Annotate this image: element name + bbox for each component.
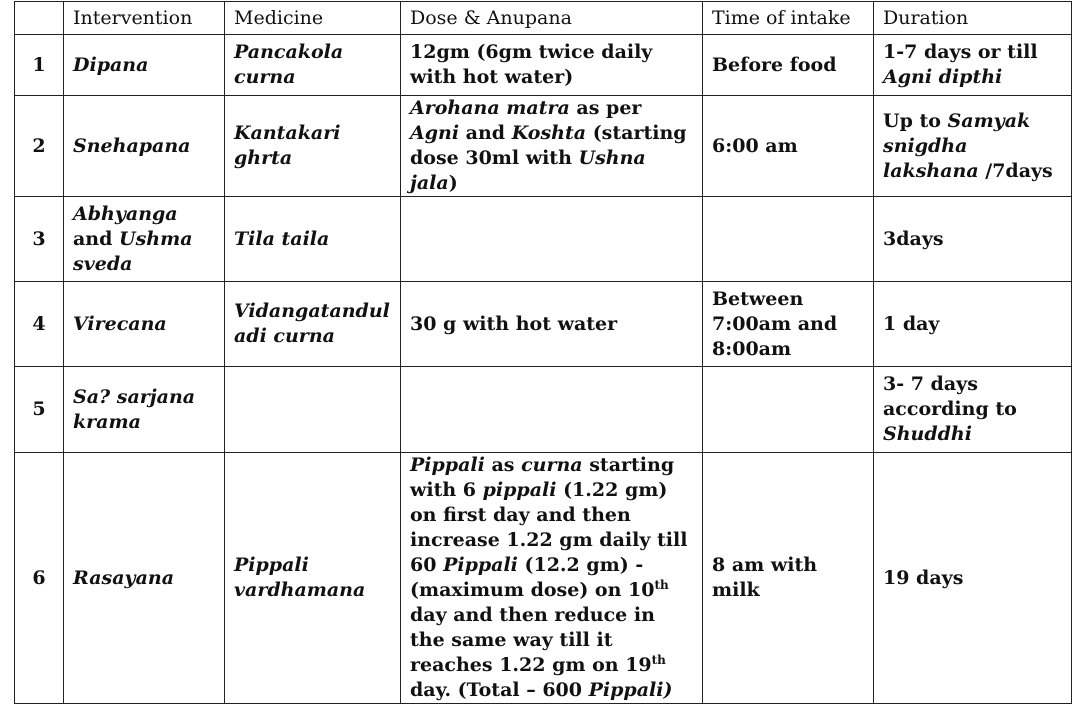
header-cell-intervention: Intervention: [64, 2, 225, 35]
medicine-cell: Pippali vardhamana: [225, 453, 401, 704]
duration-text: Up to: [883, 109, 948, 132]
duration-term: Shuddhi: [883, 423, 972, 445]
medicine-cell: Tila taila: [225, 197, 401, 282]
dose-term: curna: [521, 454, 583, 476]
header-cell-medicine: Medicine: [225, 2, 401, 35]
header-cell-number: [15, 2, 64, 35]
medicine-cell: Kantakari ghrta: [225, 96, 401, 197]
duration-term: Samyak snigdha lakshana: [883, 109, 1031, 182]
intervention-cell: Virecana: [64, 282, 225, 367]
table-row: [15, 453, 1072, 704]
dose-text: day and then reduce in the same way till it reaches 1.22 gm on 19: [410, 604, 655, 676]
dose-text: (12.2 gm) - (maximum dose) on 10: [410, 554, 655, 601]
dose-cell: 30 g with hot water: [401, 282, 703, 367]
dose-cell: [401, 197, 703, 282]
duration-cell: [874, 35, 1072, 96]
dose-text: (starting dose 30ml with: [410, 122, 687, 169]
dose-term: Pippali: [443, 554, 518, 576]
header-cell-duration: Duration: [874, 2, 1072, 35]
intervention-cell: Dipana: [64, 35, 225, 96]
dose-text: (1.22 gm) on first day and then increase 1.22 gm daily till 60: [410, 479, 688, 576]
row-number: 6: [15, 453, 64, 704]
header-row: [15, 2, 1072, 35]
dose-cell: 12gm (6gm twice daily with hot water): [401, 35, 703, 96]
dose-text: ): [448, 172, 458, 194]
time-cell: Before food: [703, 35, 874, 96]
medicine-cell: Vidangatandul adi curna: [225, 282, 401, 367]
dose-term: Pippali): [588, 679, 673, 701]
dose-term: Pippali: [410, 454, 485, 476]
header-cell-dose: Dose & Anupana: [401, 2, 703, 35]
table-row: [15, 197, 1072, 282]
dose-text: starting with 6: [410, 454, 675, 501]
intervention-text: and: [73, 227, 120, 250]
dose-cell: [401, 367, 703, 453]
time-cell: 8 am with milk: [703, 453, 874, 704]
row-number: 3: [15, 197, 64, 282]
row-number: 4: [15, 282, 64, 367]
time-cell: [703, 197, 874, 282]
duration-cell: 1 day: [874, 282, 1072, 367]
time-cell: Between 7:00am and 8:00am: [703, 282, 874, 367]
row-number: 1: [15, 35, 64, 96]
duration-text: 1-7 days or till: [883, 41, 1038, 63]
dose-text: as: [484, 454, 522, 476]
intervention-cell: Rasayana: [64, 453, 225, 704]
table-row: [15, 282, 1072, 367]
duration-text: 3- 7 days according to: [883, 373, 1017, 420]
intervention-term: Ushma sveda: [73, 227, 193, 275]
dose-term: pippali: [482, 479, 557, 501]
row-number: 5: [15, 367, 64, 453]
intervention-cell: Sa? sarjana krama: [64, 367, 225, 453]
duration-cell: [874, 96, 1072, 197]
header-cell-time: Time of intake: [703, 2, 874, 35]
intervention-cell: Snehapana: [64, 96, 225, 197]
dose-term: Arohana matra: [410, 97, 570, 119]
dose-term: Koshta: [511, 122, 587, 144]
row-number: 2: [15, 96, 64, 197]
duration-cell: 3days: [874, 197, 1072, 282]
protocol-table: [14, 1, 1072, 704]
medicine-cell: [225, 367, 401, 453]
duration-cell: [874, 367, 1072, 453]
duration-text: /7days: [978, 159, 1053, 182]
table-row: [15, 35, 1072, 96]
intervention-cell: [64, 197, 225, 282]
duration-term: Agni dipthi: [883, 66, 1003, 88]
dose-cell: [401, 96, 703, 197]
medicine-cell: Pancakola curna: [225, 35, 401, 96]
dose-term: Agni: [410, 122, 460, 144]
table-row: [15, 96, 1072, 197]
duration-cell: 19 days: [874, 453, 1072, 704]
time-cell: [703, 367, 874, 453]
dose-text: and: [459, 122, 512, 144]
dose-text: day. (Total – 600: [410, 679, 589, 701]
time-cell: 6:00 am: [703, 96, 874, 197]
dose-cell: [401, 453, 703, 704]
dose-text: as per: [569, 97, 642, 119]
superscript: th: [651, 653, 666, 667]
intervention-term: Abhyanga: [73, 202, 178, 225]
dose-term: Ushna jala: [410, 147, 646, 194]
superscript: th: [654, 578, 669, 592]
table-row: [15, 367, 1072, 453]
